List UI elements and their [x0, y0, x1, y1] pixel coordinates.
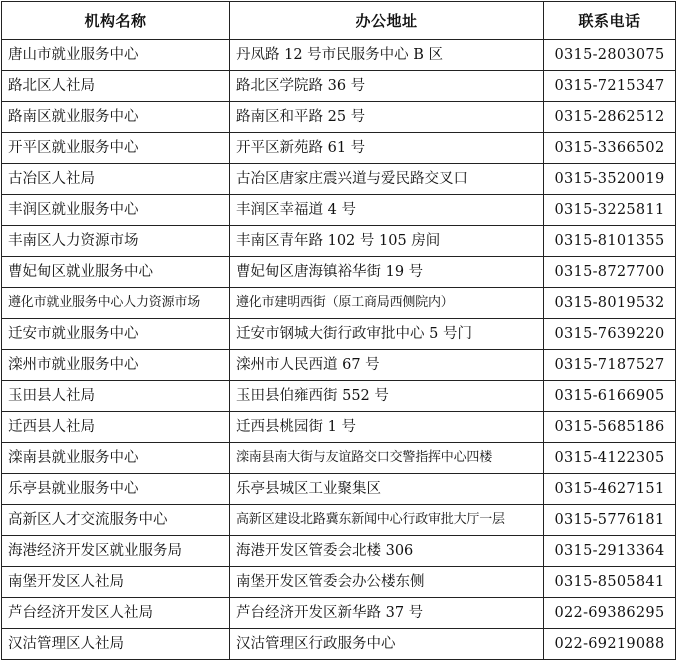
table-row: [2, 567, 676, 598]
cell-phone: 0315-8505841: [544, 567, 676, 598]
cell-org-name: 玉田县人社局: [2, 381, 230, 412]
cell-phone: 0315-3366502: [544, 133, 676, 164]
table-row: [2, 40, 676, 71]
cell-address: 滦南县南大街与友谊路交口交警指挥中心四楼: [230, 443, 544, 474]
cell-org-name: 海港经济开发区就业服务局: [2, 536, 230, 567]
table-row: [2, 102, 676, 133]
cell-org-name: 芦台经济开发区人社局: [2, 598, 230, 629]
cell-phone: 0315-7215347: [544, 71, 676, 102]
cell-phone: 0315-7187527: [544, 350, 676, 381]
cell-address: 古冶区唐家庄震兴道与爱民路交叉口: [230, 164, 544, 195]
cell-phone: 0315-2862512: [544, 102, 676, 133]
cell-address: 丰润区幸福道 4 号: [230, 195, 544, 226]
table-row: [2, 319, 676, 350]
cell-phone: 0315-6166905: [544, 381, 676, 412]
cell-org-name: 乐亭县就业服务中心: [2, 474, 230, 505]
table-row: [2, 257, 676, 288]
cell-phone: 0315-3520019: [544, 164, 676, 195]
cell-org-name: 开平区就业服务中心: [2, 133, 230, 164]
table-header-row: [2, 2, 676, 40]
cell-address: 丹凤路 12 号市民服务中心 B 区: [230, 40, 544, 71]
cell-org-name: 丰润区就业服务中心: [2, 195, 230, 226]
table-row: [2, 133, 676, 164]
cell-org-name: 高新区人才交流服务中心: [2, 505, 230, 536]
cell-address: 南堡开发区管委会办公楼东侧: [230, 567, 544, 598]
table-row: [2, 474, 676, 505]
cell-address: 芦台经济开发区新华路 37 号: [230, 598, 544, 629]
cell-org-name: 遵化市就业服务中心人力资源市场: [2, 288, 230, 319]
table-body: [2, 40, 676, 660]
cell-phone: 022-69219088: [544, 629, 676, 660]
cell-phone: 0315-5685186: [544, 412, 676, 443]
cell-phone: 0315-7639220: [544, 319, 676, 350]
cell-address: 迁西县桃园街 1 号: [230, 412, 544, 443]
cell-org-name: 汉沽管理区人社局: [2, 629, 230, 660]
table-row: [2, 71, 676, 102]
cell-phone: 0315-4627151: [544, 474, 676, 505]
cell-org-name: 南堡开发区人社局: [2, 567, 230, 598]
cell-address: 开平区新苑路 61 号: [230, 133, 544, 164]
cell-address: 海港开发区管委会北楼 306: [230, 536, 544, 567]
table-row: [2, 536, 676, 567]
cell-org-name: 曹妃甸区就业服务中心: [2, 257, 230, 288]
table-row: [2, 381, 676, 412]
table-row: [2, 412, 676, 443]
cell-phone: 0315-2803075: [544, 40, 676, 71]
cell-address: 路北区学院路 36 号: [230, 71, 544, 102]
cell-org-name: 丰南区人力资源市场: [2, 226, 230, 257]
cell-address: 高新区建设北路冀东新闻中心行政审批大厅一层: [230, 505, 544, 536]
cell-address: 玉田县伯雍西街 552 号: [230, 381, 544, 412]
cell-phone: 0315-4122305: [544, 443, 676, 474]
cell-address: 曹妃甸区唐海镇裕华街 19 号: [230, 257, 544, 288]
cell-phone: 0315-3225811: [544, 195, 676, 226]
header-address: 办公地址: [230, 2, 544, 40]
cell-phone: 022-69386295: [544, 598, 676, 629]
cell-phone: 0315-8101355: [544, 226, 676, 257]
table-row: [2, 195, 676, 226]
cell-org-name: 路北区人社局: [2, 71, 230, 102]
cell-org-name: 路南区就业服务中心: [2, 102, 230, 133]
cell-phone: 0315-8019532: [544, 288, 676, 319]
table-row: [2, 288, 676, 319]
table-row: [2, 598, 676, 629]
cell-phone: 0315-2913364: [544, 536, 676, 567]
cell-org-name: 滦州市就业服务中心: [2, 350, 230, 381]
table-row: [2, 226, 676, 257]
cell-address: 乐亭县城区工业聚集区: [230, 474, 544, 505]
contact-table: [1, 1, 676, 660]
header-phone: 联系电话: [544, 2, 676, 40]
header-org-name: 机构名称: [2, 2, 230, 40]
table-row: [2, 443, 676, 474]
cell-org-name: 滦南县就业服务中心: [2, 443, 230, 474]
table-row: [2, 505, 676, 536]
cell-address: 滦州市人民西道 67 号: [230, 350, 544, 381]
cell-address: 遵化市建明西街（原工商局西侧院内）: [230, 288, 544, 319]
table-row: [2, 164, 676, 195]
cell-phone: 0315-8727700: [544, 257, 676, 288]
cell-address: 路南区和平路 25 号: [230, 102, 544, 133]
cell-org-name: 迁西县人社局: [2, 412, 230, 443]
table-row: [2, 629, 676, 660]
cell-address: 丰南区青年路 102 号 105 房间: [230, 226, 544, 257]
cell-address: 汉沽管理区行政服务中心: [230, 629, 544, 660]
cell-phone: 0315-5776181: [544, 505, 676, 536]
cell-org-name: 迁安市就业服务中心: [2, 319, 230, 350]
cell-org-name: 唐山市就业服务中心: [2, 40, 230, 71]
table-row: [2, 350, 676, 381]
cell-address: 迁安市钢城大街行政审批中心 5 号门: [230, 319, 544, 350]
cell-org-name: 古冶区人社局: [2, 164, 230, 195]
